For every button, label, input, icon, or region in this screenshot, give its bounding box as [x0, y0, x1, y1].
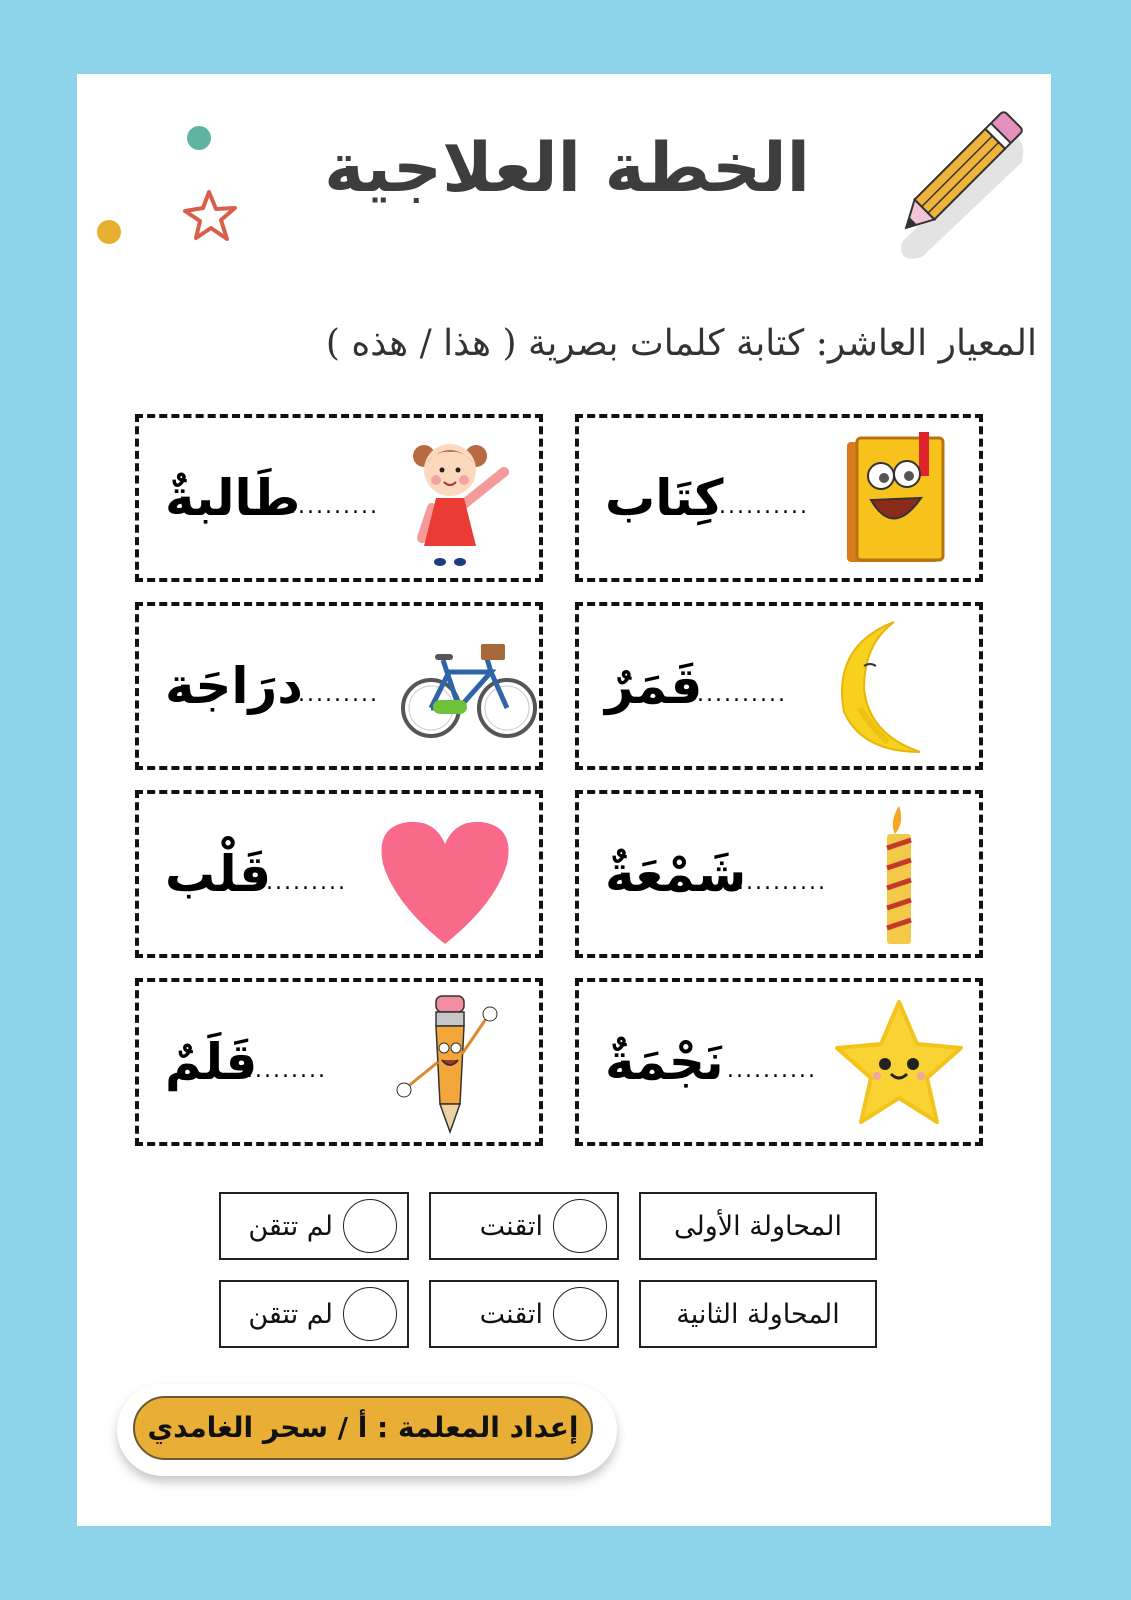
- write-blank[interactable]: ..........: [727, 1058, 817, 1083]
- word-card: [575, 414, 983, 582]
- word-label: شَمْعَةٌ: [605, 845, 747, 903]
- attempt-text: المحاولة الأولى: [674, 1210, 842, 1242]
- mastered-label: اتقنت: [479, 1210, 543, 1242]
- word-card: [135, 414, 543, 582]
- write-blank[interactable]: ..........: [237, 1058, 327, 1083]
- girl-icon: [394, 428, 534, 570]
- not-mastered-option-second[interactable]: [219, 1280, 409, 1348]
- word-card: [135, 790, 543, 958]
- heart-icon: [375, 804, 515, 946]
- write-blank[interactable]: ..........: [289, 682, 379, 707]
- star-icon: [829, 992, 969, 1134]
- word-label: قَلَمٌ: [165, 1033, 258, 1091]
- bicycle-icon: [399, 616, 539, 758]
- radio-circle-icon[interactable]: [553, 1287, 607, 1341]
- word-card: [135, 978, 543, 1146]
- not-mastered-option-first[interactable]: [219, 1192, 409, 1260]
- author-badge-frame: [117, 1384, 617, 1476]
- word-label: قَلْب: [165, 845, 272, 903]
- teal-dot-decoration: [187, 126, 211, 150]
- moon-icon: [824, 616, 964, 758]
- mastered-label: اتقنت: [479, 1298, 543, 1330]
- word-label: نَجْمَةٌ: [605, 1033, 724, 1091]
- write-blank[interactable]: ..........: [697, 682, 787, 707]
- word-card: [135, 602, 543, 770]
- worksheet-page: [77, 74, 1051, 1526]
- word-card: [575, 978, 983, 1146]
- mastered-option-second[interactable]: [429, 1280, 619, 1348]
- write-blank[interactable]: ..........: [719, 494, 809, 519]
- radio-circle-icon[interactable]: [343, 1199, 397, 1253]
- attempt-label-second: [639, 1280, 877, 1348]
- radio-circle-icon[interactable]: [553, 1199, 607, 1253]
- word-label: قَمَرٌ: [605, 657, 703, 715]
- write-blank[interactable]: ..........: [257, 870, 347, 895]
- pencil-icon: [882, 92, 1032, 262]
- attempt-text: المحاولة الثانية: [676, 1298, 840, 1330]
- word-card: [575, 790, 983, 958]
- radio-circle-icon[interactable]: [343, 1287, 397, 1341]
- candle-icon: [839, 804, 979, 946]
- word-label: طَالبةٌ: [165, 469, 301, 527]
- not-mastered-label: لم تتقن: [248, 1210, 333, 1242]
- attempt-label-first: [639, 1192, 877, 1260]
- pencil-character-icon: [384, 992, 524, 1134]
- word-label: درَاجَة: [165, 657, 303, 715]
- write-blank[interactable]: ..........: [737, 870, 827, 895]
- author-badge: إعداد المعلمة : أ / سحر الغامدي: [133, 1396, 593, 1460]
- word-card: [575, 602, 983, 770]
- star-outline-icon: [181, 186, 241, 246]
- book-icon: [829, 428, 969, 570]
- word-label: كِتَاب: [605, 469, 724, 527]
- write-blank[interactable]: ..........: [289, 494, 379, 519]
- gold-dot-decoration: [97, 220, 121, 244]
- page-title: الخطة العلاجية: [324, 129, 810, 208]
- not-mastered-label: لم تتقن: [248, 1298, 333, 1330]
- standard-subtitle: المعيار العاشر: كتابة كلمات بصرية ( هذا / هذه ): [325, 323, 1037, 364]
- mastered-option-first[interactable]: [429, 1192, 619, 1260]
